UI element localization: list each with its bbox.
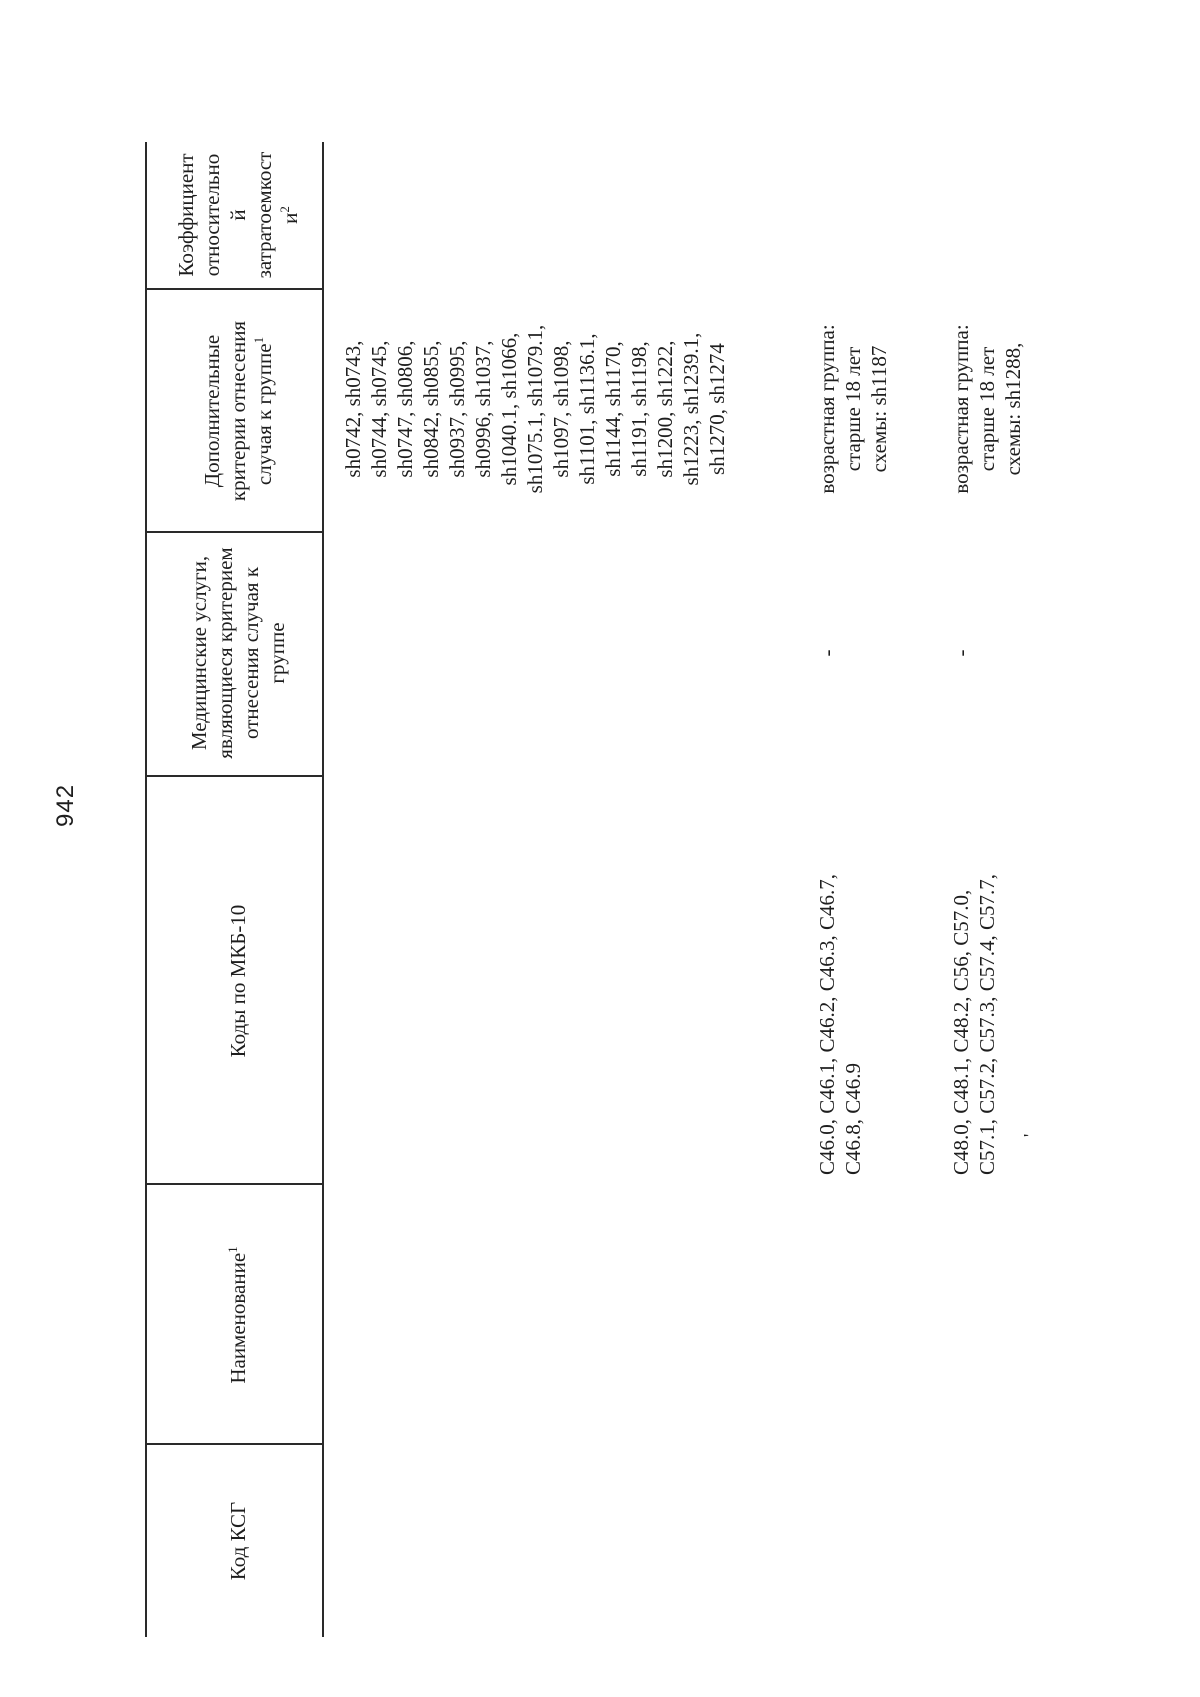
header-name: Наименование$^1$ bbox=[224, 1246, 250, 1384]
services-cell: - bbox=[949, 649, 973, 657]
header-mkb-codes: Коды по МКБ-10 bbox=[225, 904, 250, 1058]
column-divider bbox=[145, 776, 324, 778]
mkb-codes-cell: C48.0, C48.1, C48.2, C56, C57.0, C57.1, C57.2, C57.3, C57.4, C57.7, bbox=[949, 873, 999, 1175]
services-cell: - bbox=[815, 649, 839, 657]
page-number: 942 bbox=[52, 783, 79, 827]
table-header-rule bbox=[322, 142, 324, 1637]
criteria-cell: возрастная группа: старше 18 лет схемы: sh1187 bbox=[815, 324, 891, 494]
mkb-codes-cell: C46.0, C46.1, C46.2, C46.3, C46.7, C46.8, C46.9 bbox=[815, 873, 865, 1175]
table-top-rule bbox=[145, 142, 147, 1637]
header-medical-services: Медицинские услуги, являющиеся критерием отнесения случая к группе bbox=[186, 547, 289, 759]
column-divider bbox=[145, 1184, 324, 1186]
criteria-cell: sh0742, sh0743, sh0744, sh0745, sh0747, sh0806, sh0842, sh0855, sh0937, sh0995, sh0996, sh1037, sh1040.1, sh1066, sh1075.1, sh1079.1, sh1097, sh1098, sh1101, sh1136.1, sh1144, sh1170, sh1191, sh1198, sh1200, sh1222, sh1223, sh1239.1, sh1270, sh1274 bbox=[341, 324, 729, 494]
table-row bbox=[340, 291, 730, 527]
column-divider bbox=[145, 289, 324, 291]
header-ksg-code: Код КСГ bbox=[225, 1501, 250, 1581]
criteria-cell: возрастная группа: старше 18 лет схемы: sh1288, bbox=[949, 324, 1025, 494]
scan-speck: ' bbox=[1020, 1133, 1040, 1137]
column-divider bbox=[145, 532, 324, 534]
header-coefficient: Коэффициент относительно й затратоемкост $и^2$ bbox=[173, 151, 302, 279]
header-additional-criteria: Дополнительные критерии отнесения случая к группе$^1$ bbox=[199, 320, 276, 502]
column-divider bbox=[145, 1444, 324, 1446]
